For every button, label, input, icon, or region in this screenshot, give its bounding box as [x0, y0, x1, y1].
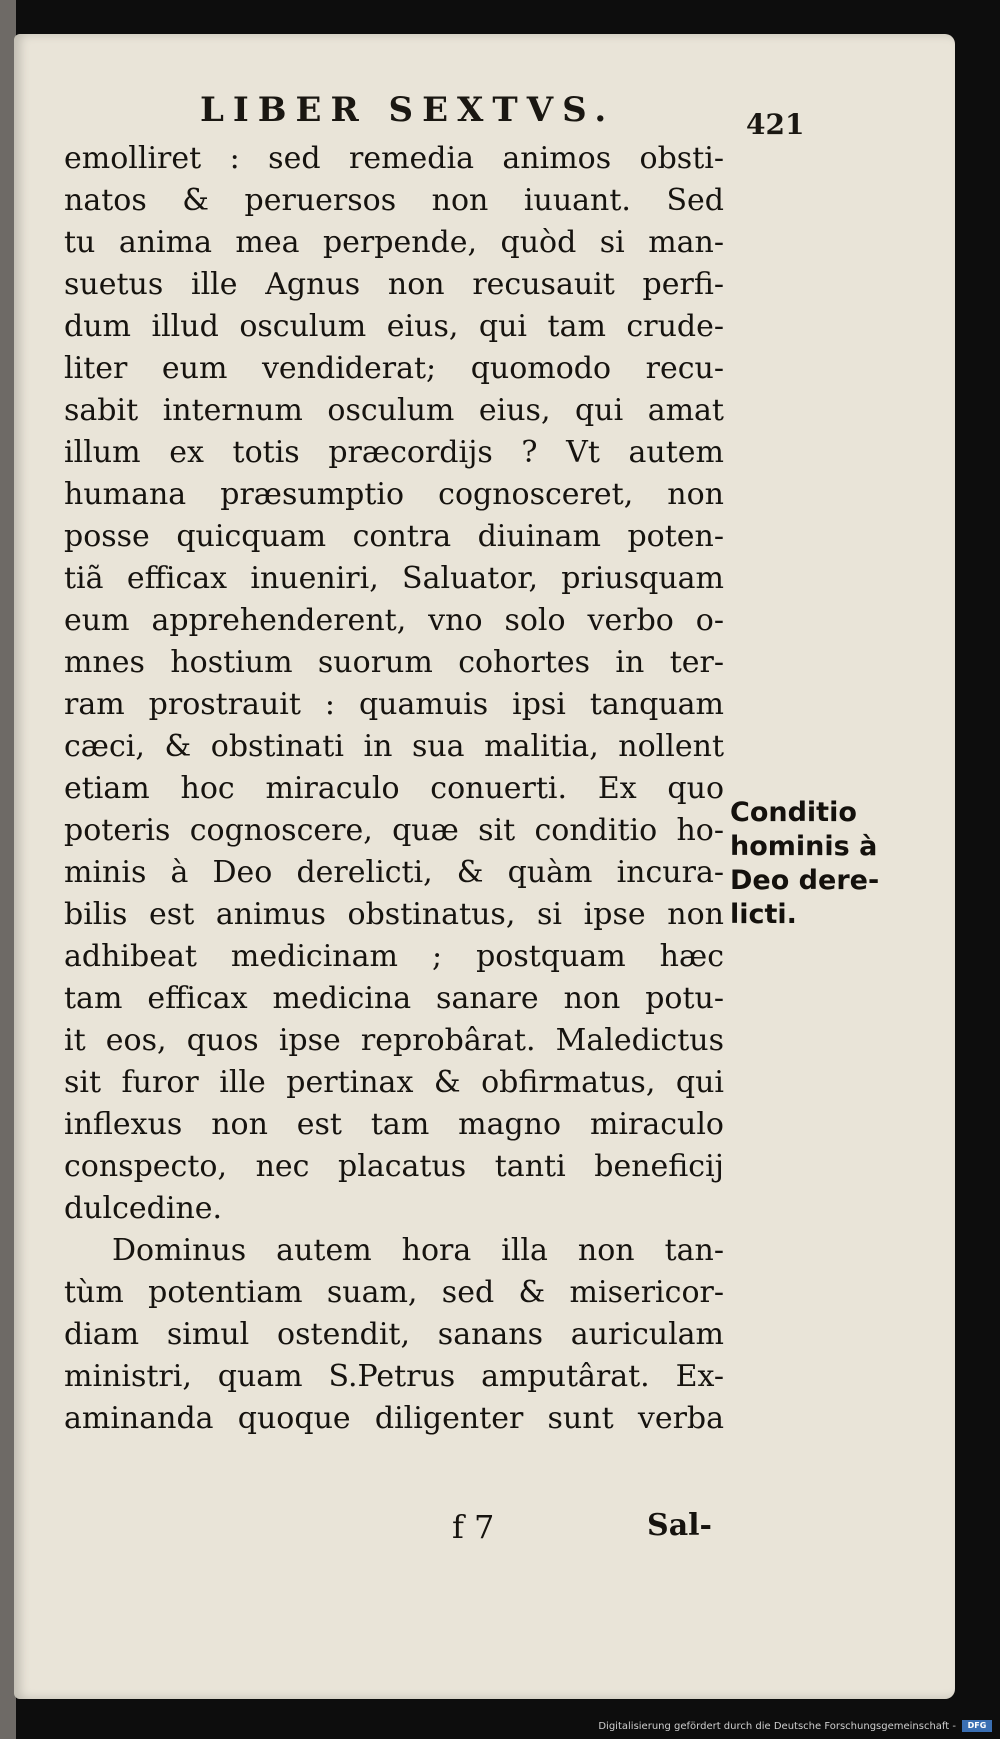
text-line: natos & peruersos non iuuant. Sed: [64, 183, 724, 218]
signature-catchword-line: [452, 1508, 712, 1550]
text-line: tu anima mea perpende, quòd si man-: [64, 225, 724, 260]
text-line: tam efficax medicina sanare non potu-: [64, 981, 724, 1016]
marginal-note-line: hominis à: [730, 831, 878, 862]
text-line: inflexus non est tam magno miraculo: [64, 1107, 724, 1142]
page-number: 421: [746, 108, 805, 141]
text-line: ministri, quam S.Petrus amputârat. Ex-: [64, 1359, 724, 1394]
paragraph-end-line: dulcedine.: [64, 1191, 223, 1226]
marginal-note: [730, 796, 890, 932]
marginal-note-line: Conditio: [730, 797, 857, 828]
text-line: posse quicquam contra diuinam poten-: [64, 519, 724, 554]
text-line: it eos, quos ipse reprobârat. Maledictus: [64, 1023, 724, 1058]
text-line: emolliret : sed remedia animos obsti-: [64, 141, 724, 176]
text-line: dum illud osculum eius, qui tam crude-: [64, 309, 724, 344]
text-line: sit furor ille pertinax & obfirmatus, qui: [64, 1065, 724, 1100]
catchword: Sal-: [647, 1508, 712, 1543]
text-line: diam simul ostendit, sanans auriculam: [64, 1317, 724, 1352]
text-line: liter eum vendiderat; quomodo recu-: [64, 351, 724, 386]
text-line: illum ex totis præcordijs ? Vt autem: [64, 435, 724, 470]
text-line: conspecto, nec placatus tanti beneficij: [64, 1149, 724, 1184]
text-line: tùm potentiam suam, sed & misericor-: [64, 1275, 724, 1310]
text-line: ram prostrauit : quamuis ipsi tanquam: [64, 687, 724, 722]
marginal-note-line: licti.: [730, 899, 797, 930]
paragraph-start-line: Dominus autem hora illa non tan-: [112, 1233, 724, 1268]
text-line: bilis est animus obstinatus, si ipse non: [64, 897, 724, 932]
marginal-note-line: Deo dere-: [730, 865, 880, 896]
text-line: suetus ille Agnus non recusauit perfi-: [64, 267, 724, 302]
text-line: adhibeat medicinam ; postquam hæc: [64, 939, 724, 974]
text-line: aminanda quoque diligenter sunt verba: [64, 1401, 724, 1436]
text-line: tiã efficax inueniri, Saluator, priusquam: [64, 561, 724, 596]
text-line: humana præsumptio cognosceret, non: [64, 477, 724, 512]
digitization-credit: Digitalisierung gefördert durch die Deutsche Forschungsgemeinschaft -: [598, 1721, 956, 1732]
dfg-logo: DFG: [962, 1720, 992, 1732]
text-line: sabit internum osculum eius, qui amat: [64, 393, 724, 428]
main-text-column: [64, 138, 724, 1440]
text-line: cæci, & obstinati in sua malitia, nollent: [64, 729, 724, 764]
text-line: mnes hostium suorum cohortes in ter-: [64, 645, 724, 680]
text-line: minis à Deo derelicti, & quàm incura-: [64, 855, 724, 890]
signature-mark: f 7: [452, 1508, 495, 1546]
text-line: etiam hoc miraculo conuerti. Ex quo: [64, 771, 724, 806]
text-line: eum apprehenderent, vno solo verbo o-: [64, 603, 724, 638]
text-line: poteris cognoscere, quæ sit conditio ho-: [64, 813, 724, 848]
running-head: LIBER SEXTVS.: [200, 90, 616, 130]
